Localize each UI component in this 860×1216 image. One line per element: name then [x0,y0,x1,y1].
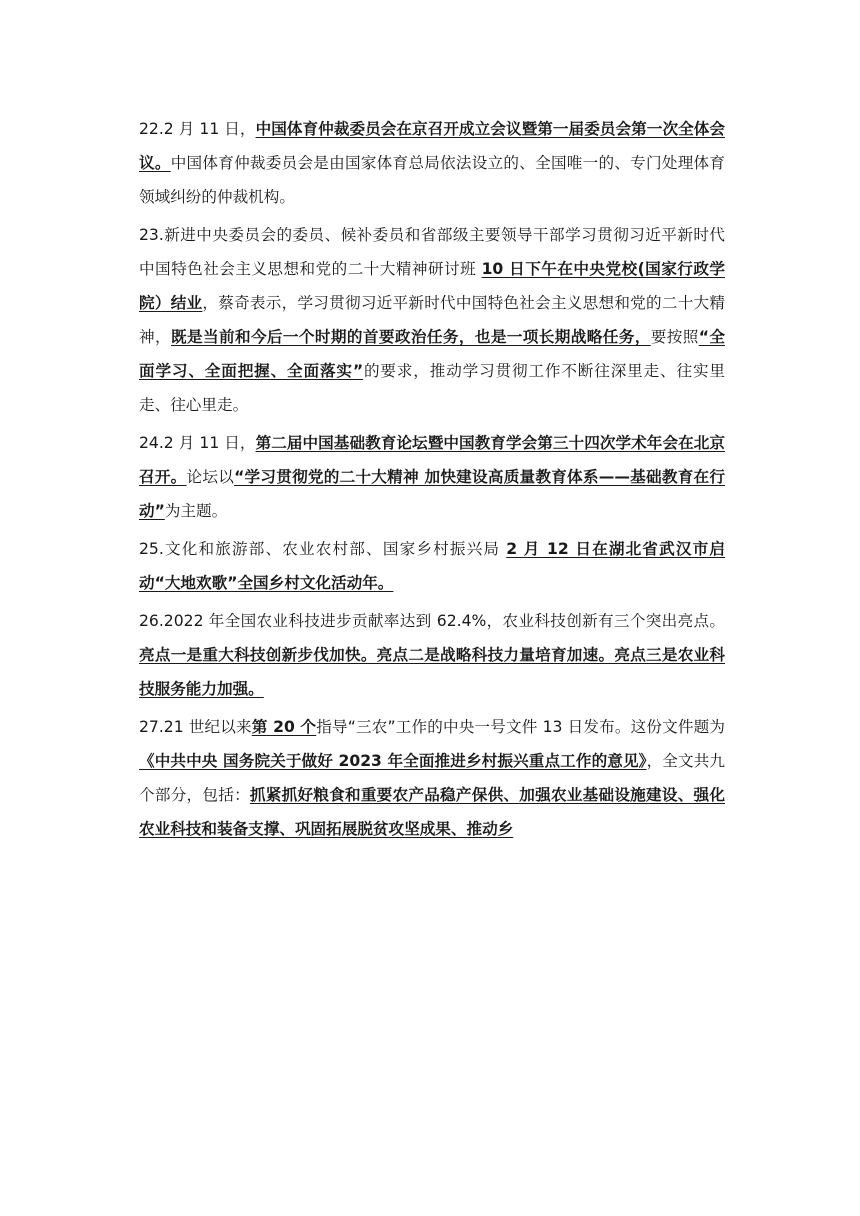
news-item-paragraph [139,604,725,706]
body-text: 26.2022 年全国农业科技进步贡献率达到 62.4%，农业科技创新有三个突出亮点。 [139,612,725,630]
highlighted-text: 2 月 12 日在湖北省武汉市启动“大地欢歌”全国乡村文化活动年。 [139,540,725,592]
news-item-paragraph [139,710,725,846]
highlighted-text: “学习贯彻党的二十大精神 加快建设高质量教育体系——基础教育在行动” [139,468,725,520]
document-body [139,112,725,850]
highlighted-text: 《中共中央 国务院关于做好 2023 年全面推进乡村振兴重点工作的意见》 [139,752,647,770]
highlighted-text: 亮点一是重大科技创新步伐加快。亮点二是战略科技力量培育加速。亮点三是农业科技服务能力加强。 [139,646,725,698]
news-item-paragraph [139,532,725,600]
news-item-paragraph [139,218,725,422]
body-text: 24.2 月 11 日， [139,434,256,452]
body-text: 25.文化和旅游部、农业农村部、国家乡村振兴局 [139,540,507,558]
body-text: 23.新进中央委员会的委员、候补委员和省部级主要领导干部学习贯彻习近平新时代中国特色社会主义思想和党的二十大精神研讨班 [139,226,725,278]
highlighted-text: 抓紧抓好粮食和重要农产品稳产保供、加强农业基础设施建设、强化农业科技和装备支撑、巩固拓展脱贫攻坚成果、推动乡 [139,786,725,838]
highlighted-text: 既是当前和今后一个时期的首要政治任务，也是一项长期战略任务， [170,328,651,346]
highlighted-text: 第二届中国基础教育论坛暨中国教育学会第三十四次学术年会在北京召开。 [139,434,725,486]
body-text: 22.2 月 11 日， [139,120,256,138]
news-item-paragraph [139,112,725,214]
highlighted-text: 第 20 个 [251,718,317,736]
body-text: ，蔡奇表示，学习贯彻习近平新时代中国特色社会主义思想和党的二十大精神， [139,294,725,346]
body-text: 论坛以 [186,468,235,486]
body-text: 中国体育仲裁委员会是由国家体育总局依法设立的、全国唯一的、专门处理体育领域纠纷的仲裁机构。 [139,154,725,206]
body-text: 要按照 [650,328,699,346]
highlighted-text: “全面学习、全面把握、全面落实” [139,328,725,380]
body-text: 指导“三农”工作的中央一号文件 13 日发布。这份文件题为 [316,718,725,736]
body-text: 27.21 世纪以来 [139,718,252,736]
highlighted-text: 10 日下午在中央党校(国家行政学院）结业 [139,260,725,312]
body-text: 的要求，推动学习贯彻工作不断往深里走、往实里走、往心里走。 [139,362,725,414]
news-item-paragraph [139,426,725,528]
body-text: ，全文共九个部分，包括： [139,752,725,804]
highlighted-text: 中国体育仲裁委员会在京召开成立会议暨第一届委员会第一次全体会议。 [139,120,725,172]
body-text: 为主题。 [164,502,228,520]
